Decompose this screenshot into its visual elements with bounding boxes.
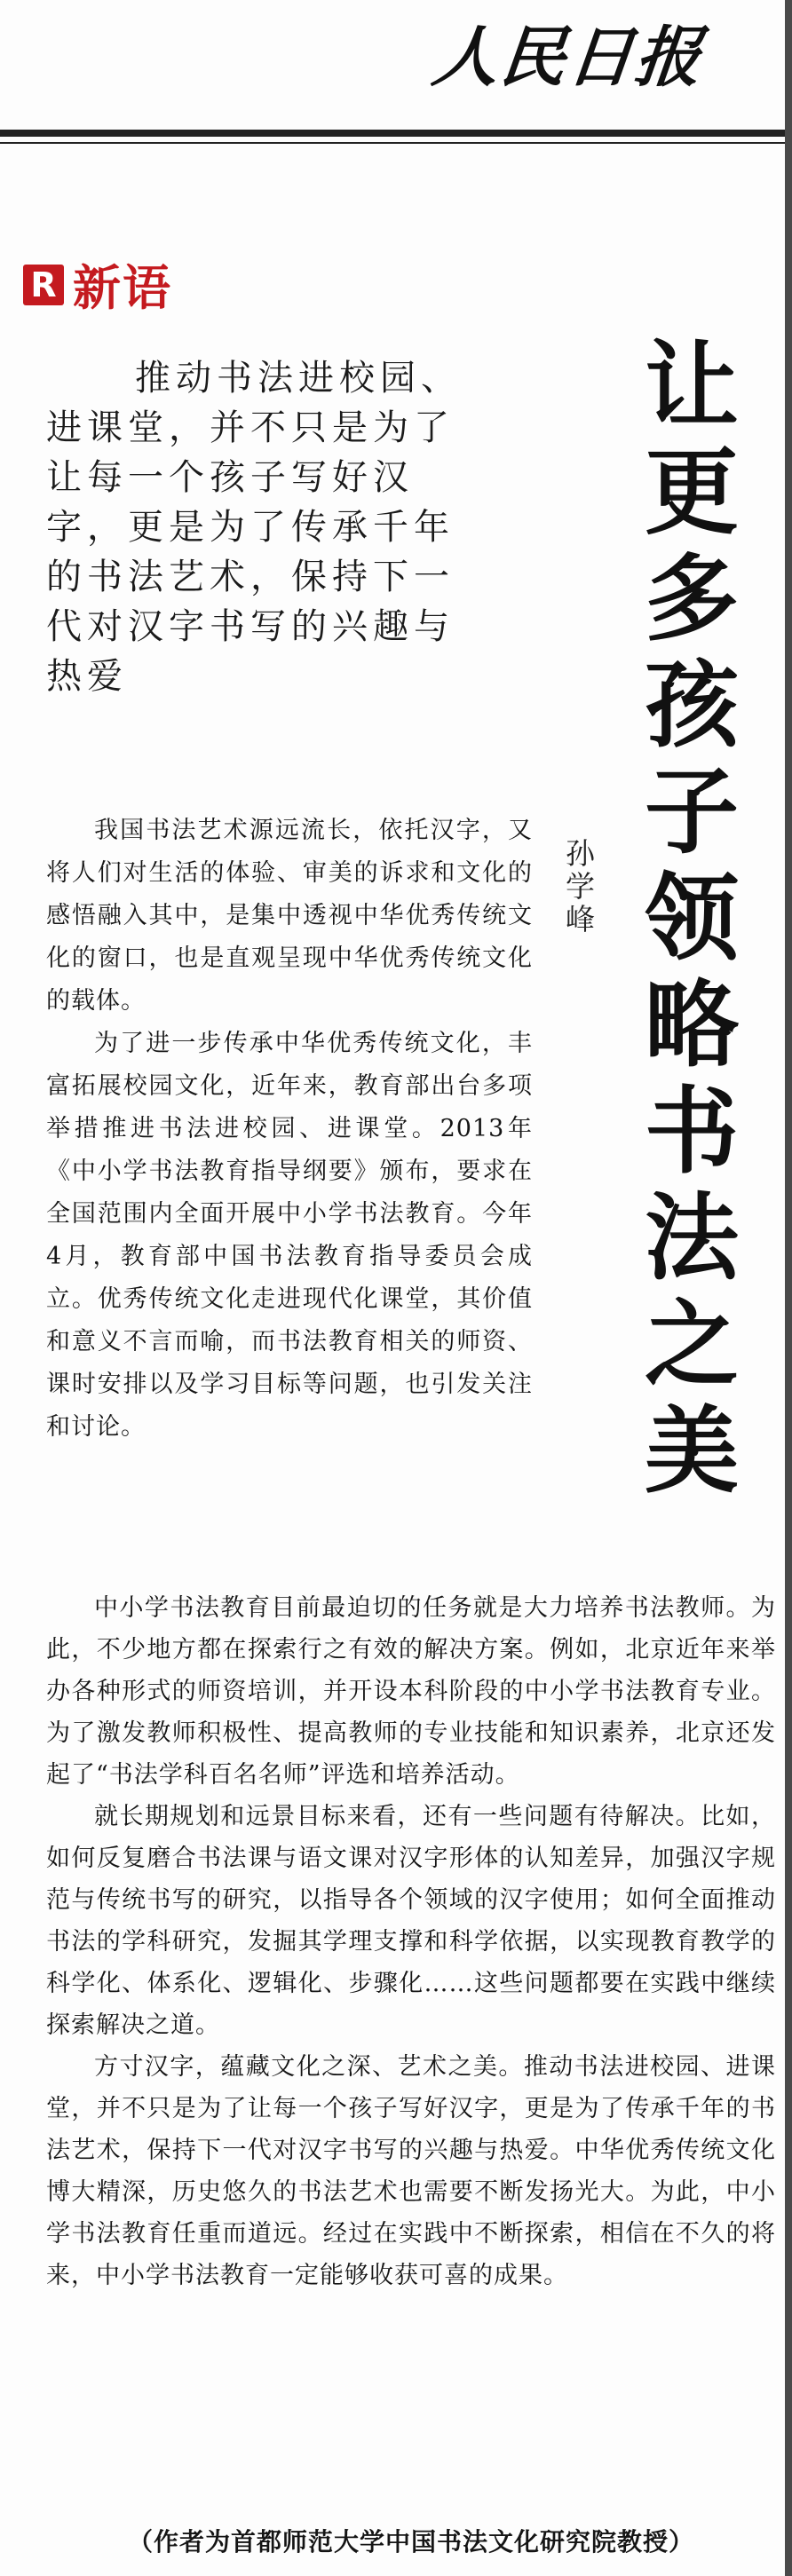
body-paragraph: 中小学书法教育目前最迫切的任务就是大力培养书法教师。为此，不少地方都在探索行之有效的解决方案。例如，北京近年来举办各种形式的师资培训，并开设本科阶段的中小学书法教育专业。为了激发教师积极性、提高教师的专业技能和知识素养，北京还发起了“书法学科百名名师”评选和培养活动。: [46, 1594, 776, 1789]
column-badge-icon: R: [23, 265, 64, 305]
article-body-narrow: [46, 810, 533, 1449]
page-edge: [785, 0, 792, 2576]
masthead-rule: [0, 130, 785, 137]
article-body-wide: [46, 1587, 776, 2296]
author-credit: （作者为首都师范大学中国书法文化研究院教授）: [127, 2527, 694, 2556]
body-paragraph: 为了进一步传承中华优秀传统文化，丰富拓展校园文化，近年来，教育部出台多项举措推进书法进校园、进课堂。2013年《中小学书法教育指导纲要》颁布，要求在全国范围内全面开展中小学书法教育。今年4月，教育部中国书法教育指导委员会成立。优秀传统文化走进现代化课堂，其价值和意义不言而喻，而书法教育相关的师资、课时安排以及学习目标等问题，也引发关注和讨论。: [46, 1030, 533, 1441]
body-paragraph: 方寸汉字，蕴藏文化之深、艺术之美。推动书法进校园、进课堂，并不只是为了让每一个孩子写好汉字，更是为了传承千年的书法艺术，保持下一代对汉字书写的兴趣与热爱。中华优秀传统文化博大精深，历史悠久的书法艺术也需要不断发扬光大。为此，中小学书法教育任重而道远。经过在实践中不断探索，相信在不久的将来，中小学书法教育一定能够收获可喜的成果。: [46, 2053, 776, 2289]
masthead-rule-thin: [0, 142, 785, 144]
body-paragraph: 我国书法艺术源远流长，依托汉字，又将人们对生活的体验、审美的诉求和文化的感悟融入其中，是集中透视中华优秀传统文化的窗口，也是直观呈现中华优秀传统文化的载体。: [46, 817, 533, 1015]
article-headline: 让更多孩子领略书法之美: [630, 336, 739, 1507]
lead-summary: 推动书法进校园、进课堂，并不只是为了让每一个孩子写好汉字，更是为了传承千年的书法艺术，保持下一代对汉字书写的兴趣与热爱: [46, 358, 462, 697]
body-paragraph: 就长期规划和远景目标来看，还有一些问题有待解决。比如，如何反复磨合书法课与语文课对汉字形体的认知差异，加强汉字规范与传统书写的研究，以指导各个领域的汉字使用；如何全面推动书法的学科研究，发掘其学理支撑和科学依据，以实现教育教学的科学化、体系化、逻辑化、步骤化……这些问题都要在实践中继续探索解决之道。: [46, 1803, 776, 2039]
masthead-logo: 人民日报: [428, 20, 707, 96]
column-badge: [23, 250, 172, 319]
column-name: 新语: [73, 260, 172, 316]
author-name: 孙学峰: [561, 838, 596, 936]
